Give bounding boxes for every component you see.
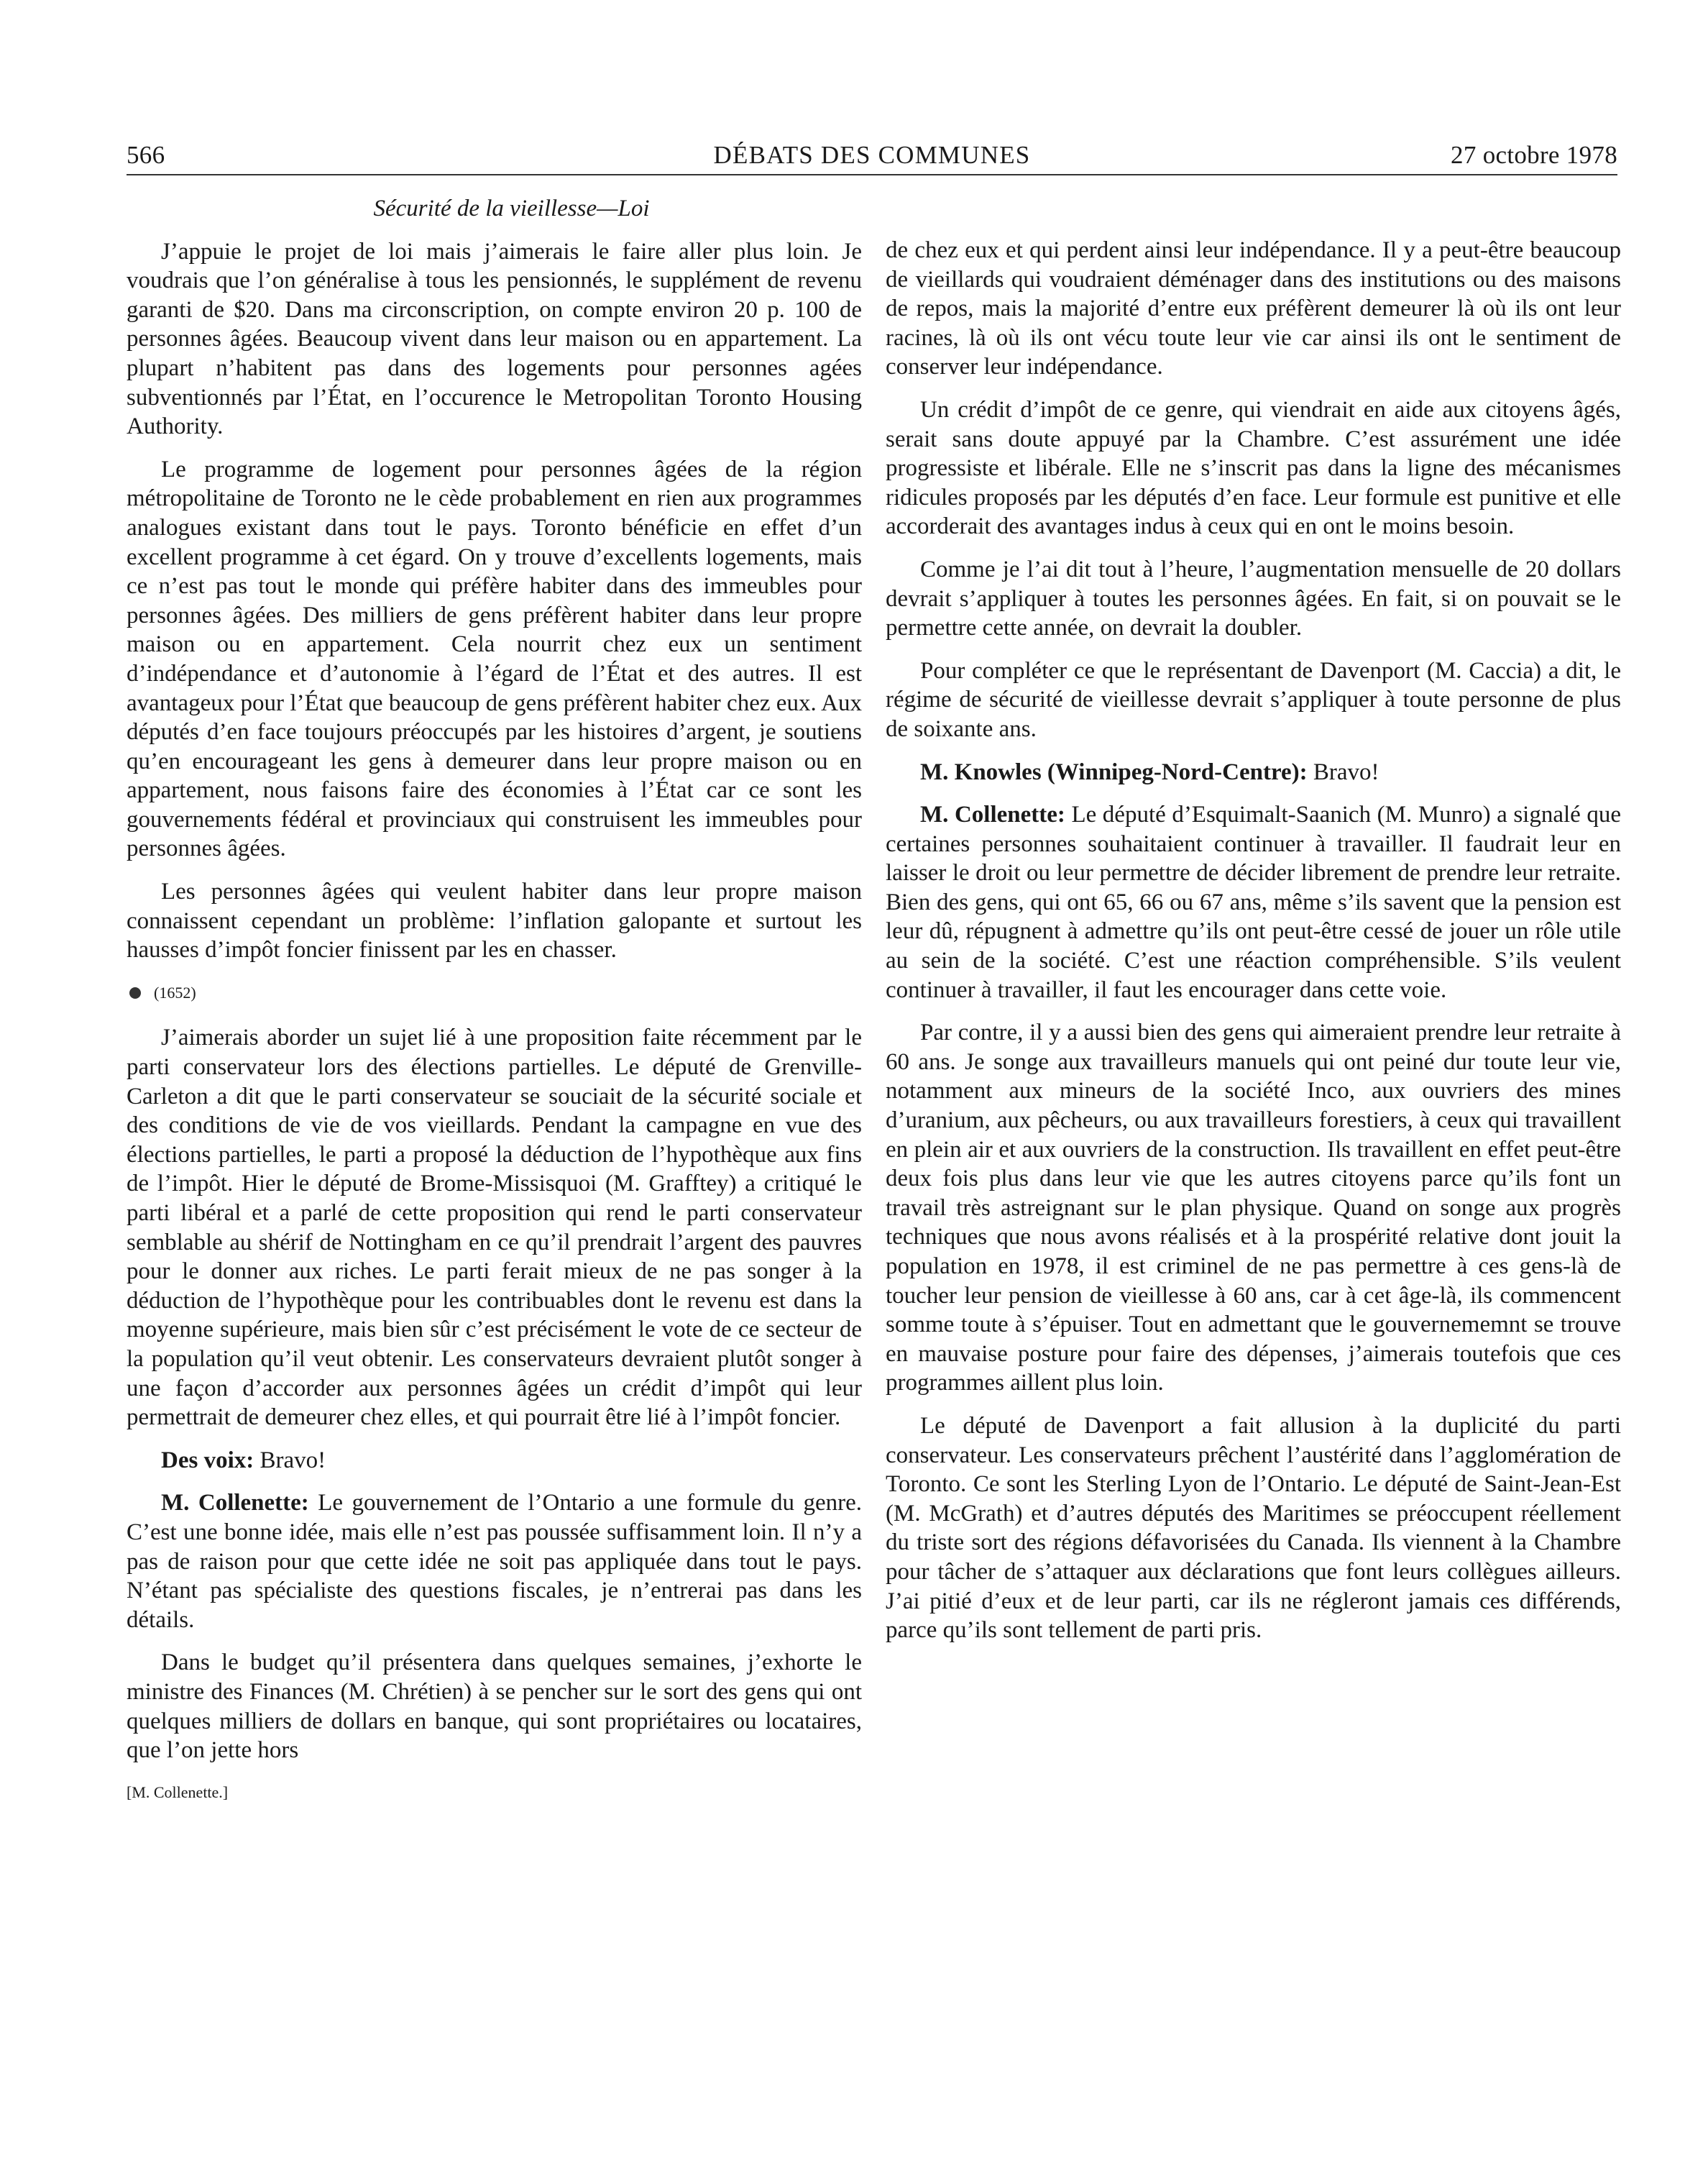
speech-paragraph — [886, 800, 1621, 1004]
speech-text: Le gouvernement de l’Ontario a une formule du genre. C’est une bonne idée, mais elle n’est pas poussée suffisamment loin. Il n’y a pas de raison pour que cette idée ne soit pas appliquée dans tout le pays. N’étant pas spécialiste des questions fiscales, je n’entrerai pas dans les détails. — [127, 1490, 862, 1633]
paragraph: Les personnes âgées qui veulent habiter dans leur propre maison connaissent cependant un problème: l’inflation galopante et surtout les hausses d’impôt foncier finissent par les en chasser. — [127, 879, 862, 964]
page-number: 566 — [127, 141, 165, 169]
publication-title: DÉBATS DES COMMUNES — [713, 141, 1031, 169]
paragraph: Pour compléter ce que le représentant de Davenport (M. Caccia) a dit, le régime de sécurité de vieillesse devrait s’appliquer à toute personne de plus de soixante ans. — [886, 657, 1621, 742]
paragraph: Par contre, il y a aussi bien des gens qui aimeraient prendre leur retraite à 60 ans. Je songe aux travailleurs manuels qui ont peiné dur toute leur vie, notamment aux mineurs de la société Inco, aux ouvriers des mines d’uranium, aux pêcheurs, ou aux travailleurs forestiers, à ceux qui travaillent en plein air et aux ouvriers de la construction. Ils travaillent en effet peut-être deux fois plus dans leur vie que les autres citoyens parce qu’ils font un travail très astreignant sur le plan physique. Quand on songe aux progrès techniques que nous avons réalisés et à la prospérité relative dont jouit la population en 1978, il est criminel de ne pas permettre à ces gens-là de toucher leur pension de vieillesse à 60 ans, car à cet âge-là, ils commencent somme toute à s’épuiser. Tout en admettant que le gouvernememnt se trouve en mauvaise posture pour faire des dépenses, j’aimerais toutefois que ces programmes aillent plus loin. — [886, 1020, 1621, 1396]
speech-paragraph — [886, 758, 1621, 787]
paragraph: Le programme de logement pour personnes âgées de la région métropolitaine de Toronto ne le cède probablement en rien aux programmes analogues existant dans tout le pays. Toronto bénéficie en effet d’un excellent programme à cet égard. On y trouve d’excellents logements, mais ce n’est pas tout le monde qui préfère habiter dans des immeubles pour personnes âgées. Des milliers de gens préfèrent habiter dans leur propre maison ou en appartement. Cela nourrit chez eux un sentiment d’indépendance et d’autonomie à l’égard de l’État et des autres. Il est avantageux pour l’État que beaucoup de gens préfèrent habiter chez eux. Aux députés d’en face toujours préoccupés par les histoires d’argent, je soutiens qu’en encourageant les gens à demeurer dans leur propre maison ou en appartement, nous faisons faire des économies à l’État car ce sont les gouvernements fédéral et provinciaux qui construisent les immeubles pour personnes âgées. — [127, 456, 862, 862]
paragraph: J’aimerais aborder un sujet lié à une proposition faite récemment par le parti conservateur lors des élections partielles. Le député de Grenville-Carleton a dit que le parti conservateur se souciait de la sécurité sociale et des conditions de vie de vos vieillards. Pendant la campagne en vue des élections partielles, le parti a proposé la déduction de l’hypothèque aux fins de l’impôt. Hier le député de Brome-Missisquoi (M. Grafftey) a critiqué le parti libéral et a parlé de cette proposition qui rend le parti conservateur semblable au shérif de Nottingham en ce qu’il prendrait l’argent des pauvres pour le donner aux riches. Le parti ferait mieux de ne pas songer à la déduction de l’hypothèque pour les contribuables dont le revenu est dans la moyenne supérieure, mais bien sûr c’est précisément le vote de ce secteur de la population qu’il veut obtenir. Les conservateurs devraient plutôt songer à une façon d’accorder aux personnes âgées un crédit d’impôt qui leur permettrait de demeurer chez elles, et qui pourrait être lié à l’impôt foncier. — [127, 1025, 862, 1431]
bullet-icon — [129, 987, 141, 999]
paragraph: Comme je l’ai dit tout à l’heure, l’augmentation mensuelle de 20 dollars devrait s’appliquer à toutes les personnes âgées. En fait, si on pouvait se le permettre cette année, on devrait la doubler. — [886, 556, 1621, 641]
speech-paragraph — [127, 1488, 862, 1634]
speech-text: Le député d’Esquimalt-Saanich (M. Munro) a signalé que certaines personnes souhaitaient continuer à travailler. Il faudrait leur en laisser le droit ou leur permettre de décider librement de prendre leur retraite. Bien des gens, qui ont 65, 66 ou 67 ans, même s’ils savent que la pension est leur dû, répugnent à admettre qu’ils ont peut-être cessé de jouer un rôle utile au sein de la société. C’est une réaction compréhensible. S’ils veulent continuer à travailler, il faut les encourager dans cette voie. — [886, 802, 1622, 1003]
right-column — [886, 236, 1621, 1659]
time-marker-text: (1652) — [154, 983, 196, 1002]
speech-text: Bravo! — [254, 1447, 326, 1473]
page-header — [127, 141, 1617, 174]
paragraph: Un crédit d’impôt de ce genre, qui viendrait en aide aux citoyens âgés, serait sans doute appuyé par la Chambre. C’est assurément une idée progressiste et libérale. Elle ne s’inscrit pas dans la ligne des mécanismes ridicules proposés par les députés d’en face. Leur formule est punitive et elle accorderait des avantages indus à ceux qui en ont le moins besoin. — [886, 396, 1621, 540]
speaker-name: Des voix: — [161, 1447, 254, 1473]
section-subhead: Sécurité de la vieillesse—Loi — [373, 196, 650, 221]
paragraph: Le député de Davenport a fait allusion à la duplicité du parti conservateur. Les conservateurs prêchent l’austérité dans l’agglomération de Toronto. Ce sont les Sterling Lyon de l’Ontario. Le député de Saint-Jean-Est (M. McGrath) et d’autres députés des Maritimes se préoccupent réellement du triste sort des régions défavorisées du Canada. Ils viennent à la Chambre pour tâcher de s’attaquer aux déclarations que font leurs collègues ailleurs. J’ai pitié d’eux et de leur parti, car ils ne régleront jamais ces différends, parce qu’ils sont tellement de parti pris. — [886, 1412, 1621, 1644]
speaker-name: M. Collenette: — [161, 1490, 309, 1516]
speaker-name: M. Knowles (Winnipeg-Nord-Centre): — [920, 759, 1308, 785]
paragraph: de chez eux et qui perdent ainsi leur indépendance. Il y a peut-être beaucoup de vieillards qui voudraient déménager dans des institutions ou des maisons de repos, mais la majorité d’entre eux préfèrent demeurer là où ils ont leur racines, là où ils ont vécu toute leur vie car ainsi ils ont le sentiment de conserver leur indépendance. — [886, 237, 1621, 380]
speaker-name: M. Collenette: — [920, 802, 1065, 828]
paragraph: J’appuie le projet de loi mais j’aimerais le faire aller plus loin. Je voudrais que l’on généralise à tous les pensionnés, le supplément de revenu garanti de $20. Dans ma circonscription, on compte environ 20 p. 100 de personnes âgées. Beaucoup vivent dans leur maison ou en appartement. La plupart n’habitent pas dans des logements pour personnes agées subventionnés par l’État, en l’occurence le Metropolitan Toronto Housing Authority. — [127, 238, 862, 440]
speech-text: Bravo! — [1307, 759, 1379, 785]
speaker-footnote: [M. Collenette.] — [127, 1782, 229, 1801]
left-column — [127, 194, 862, 1807]
header-rule — [127, 174, 1617, 175]
speech-paragraph — [127, 1446, 862, 1475]
time-marker — [127, 979, 862, 1008]
publication-date: 27 octobre 1978 — [1451, 141, 1617, 169]
paragraph: Dans le budget qu’il présentera dans quelques semaines, j’exhorte le ministre des Finances (M. Chrétien) à se pencher sur le sort des gens qui ont quelques milliers de dollars en banque, qui sont propriétaires ou locataires, que l’on jette hors — [127, 1649, 862, 1764]
